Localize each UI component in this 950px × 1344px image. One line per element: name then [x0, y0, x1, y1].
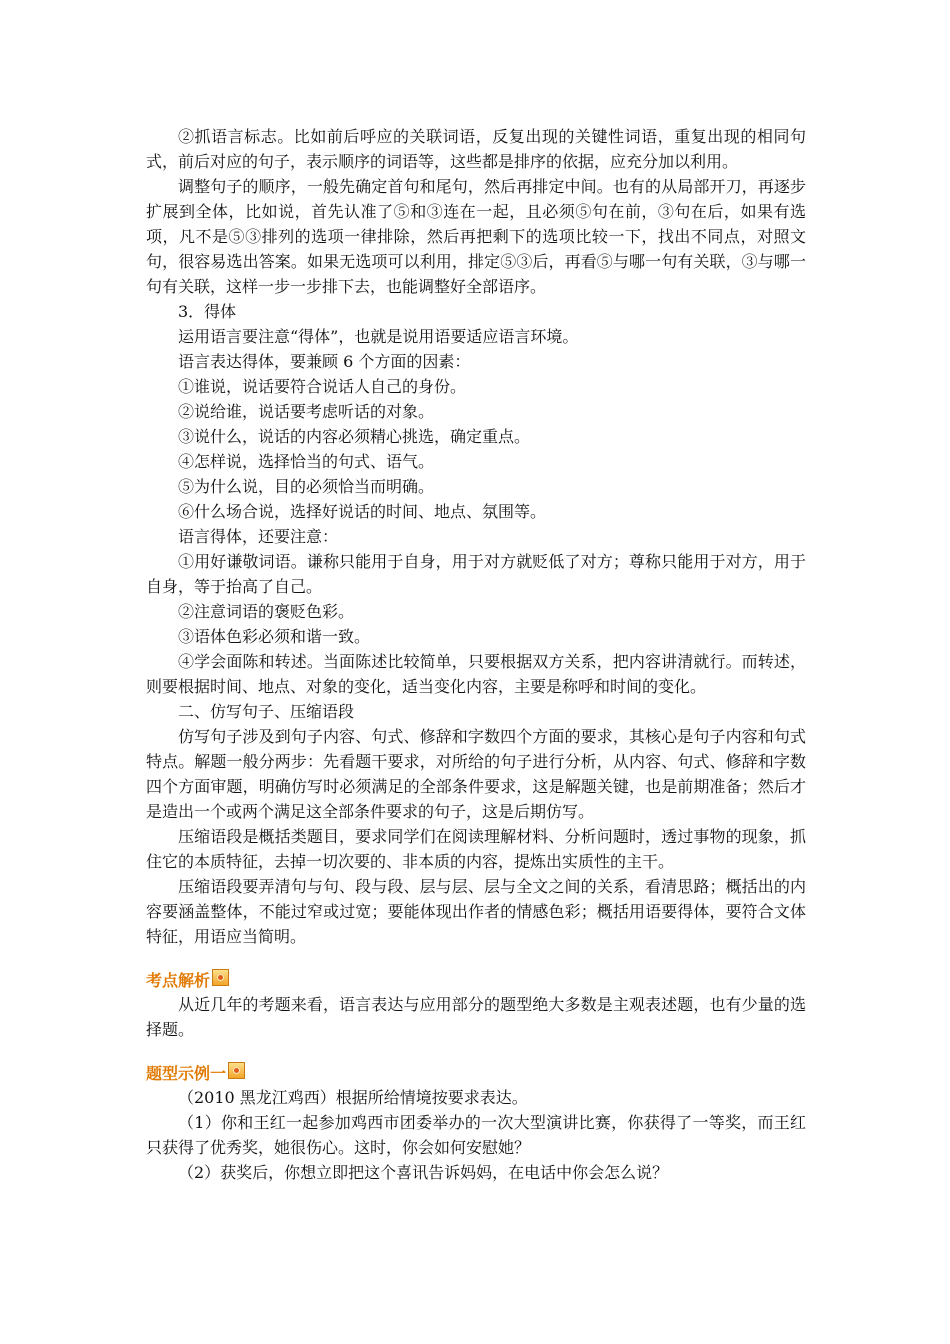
paragraph: 运用语言要注意“得体”，也就是说用语要适应语言环境。	[178, 327, 579, 346]
paragraph: ②抓语言标志。比如前后呼应的关联词语，反复出现的关键性词语，重复出现的相同句式，前后对应的句子，表示顺序的词语等，这些都是排序的依据，应充分加以利用。	[146, 127, 806, 171]
list-item: ②说给谁，说话要考虑听话的对象。	[178, 402, 435, 421]
section-heading-example	[146, 1060, 806, 1085]
badge-icon	[212, 969, 229, 986]
list-item: ①用好谦敬词语。谦称只能用于自身，用于对方就贬低了对方；尊称只能用于对方，用于自身，等于抬高了自己。	[146, 552, 806, 596]
subheading: 3．得体	[178, 302, 237, 321]
document-page	[146, 124, 806, 1185]
question-item: （2）获奖后，你想立即把这个喜讯告诉妈妈，在电话中你会怎么说？	[178, 1163, 669, 1182]
list-item: ②注意词语的褒贬色彩。	[178, 602, 355, 621]
list-item: ⑤为什么说，目的必须恰当而明确。	[178, 477, 435, 496]
list-item: ④学会面陈和转述。当面陈述比较简单，只要根据双方关系，把内容讲清就行。而转述，则要根据时间、地点、对象的变化，适当变化内容，主要是称呼和时间的变化。	[146, 652, 806, 696]
subheading: 二、仿写句子、压缩语段	[178, 702, 355, 721]
paragraph: 语言得体，还要注意：	[178, 527, 339, 546]
paragraph: 仿写句子涉及到句子内容、句式、修辞和字数四个方面的要求，其核心是句子内容和句式特点。解题一般分两步：先看题干要求，对所给的句子进行分析，从内容、句式、修辞和字数四个方面审题，明确仿写时必须满足的全部条件要求，这是解题关键，也是前期准备；然后才是造出一个或两个满足这全部条件要求的句子，这是后期仿写。	[146, 727, 806, 821]
paragraph: 从近几年的考题来看，语言表达与应用部分的题型绝大多数是主观表述题，也有少量的选择题。	[146, 995, 806, 1039]
list-item: ④怎样说，选择恰当的句式、语气。	[178, 452, 435, 471]
section-title: 题型示例一	[146, 1064, 227, 1083]
question-item: （1）你和王红一起参加鸡西市团委举办的一次大型演讲比赛，你获得了一等奖，而王红只获得了优秀奖，她很伤心。这时，你会如何安慰她？	[146, 1113, 806, 1157]
badge-icon	[228, 1062, 245, 1079]
section-title: 考点解析	[146, 971, 211, 990]
paragraph: 压缩语段要弄清句与句、段与段、层与层、层与全文之间的关系，看清思路；概括出的内容要涵盖整体，不能过窄或过宽；要能体现出作者的情感色彩；概括用语要得体，要符合文体特征，用语应当简明。	[146, 877, 806, 946]
list-item: ③说什么，说话的内容必须精心挑选，确定重点。	[178, 427, 531, 446]
paragraph: 压缩语段是概括类题目，要求同学们在阅读理解材料、分析问题时，透过事物的现象，抓住它的本质特征，去掉一切次要的、非本质的内容，提炼出实质性的主干。	[146, 827, 806, 871]
paragraph: 语言表达得体，要兼顾 6 个方面的因素：	[178, 352, 471, 371]
paragraph: （2010 黑龙江鸡西）根据所给情境按要求表达。	[178, 1088, 528, 1107]
paragraph: 调整句子的顺序，一般先确定首句和尾句，然后再排定中间。也有的从局部开刀，再逐步扩展到全体，比如说，首先认准了⑤和③连在一起，且必须⑤句在前，③句在后，如果有选项，凡不是⑤③排列的选项一律排除，然后再把剩下的选项比较一下，找出不同点，对照文句，很容易选出答案。如果无选项可以利用，排定⑤③后，再看⑤与哪一句有关联，③与哪一句有关联，这样一步一步排下去，也能调整好全部语序。	[146, 177, 806, 296]
list-item: ③语体色彩必须和谐一致。	[178, 627, 371, 646]
section-heading-analysis	[146, 967, 806, 992]
list-item: ①谁说，说话要符合说话人自己的身份。	[178, 377, 467, 396]
list-item: ⑥什么场合说，选择好说话的时间、地点、氛围等。	[178, 502, 547, 521]
